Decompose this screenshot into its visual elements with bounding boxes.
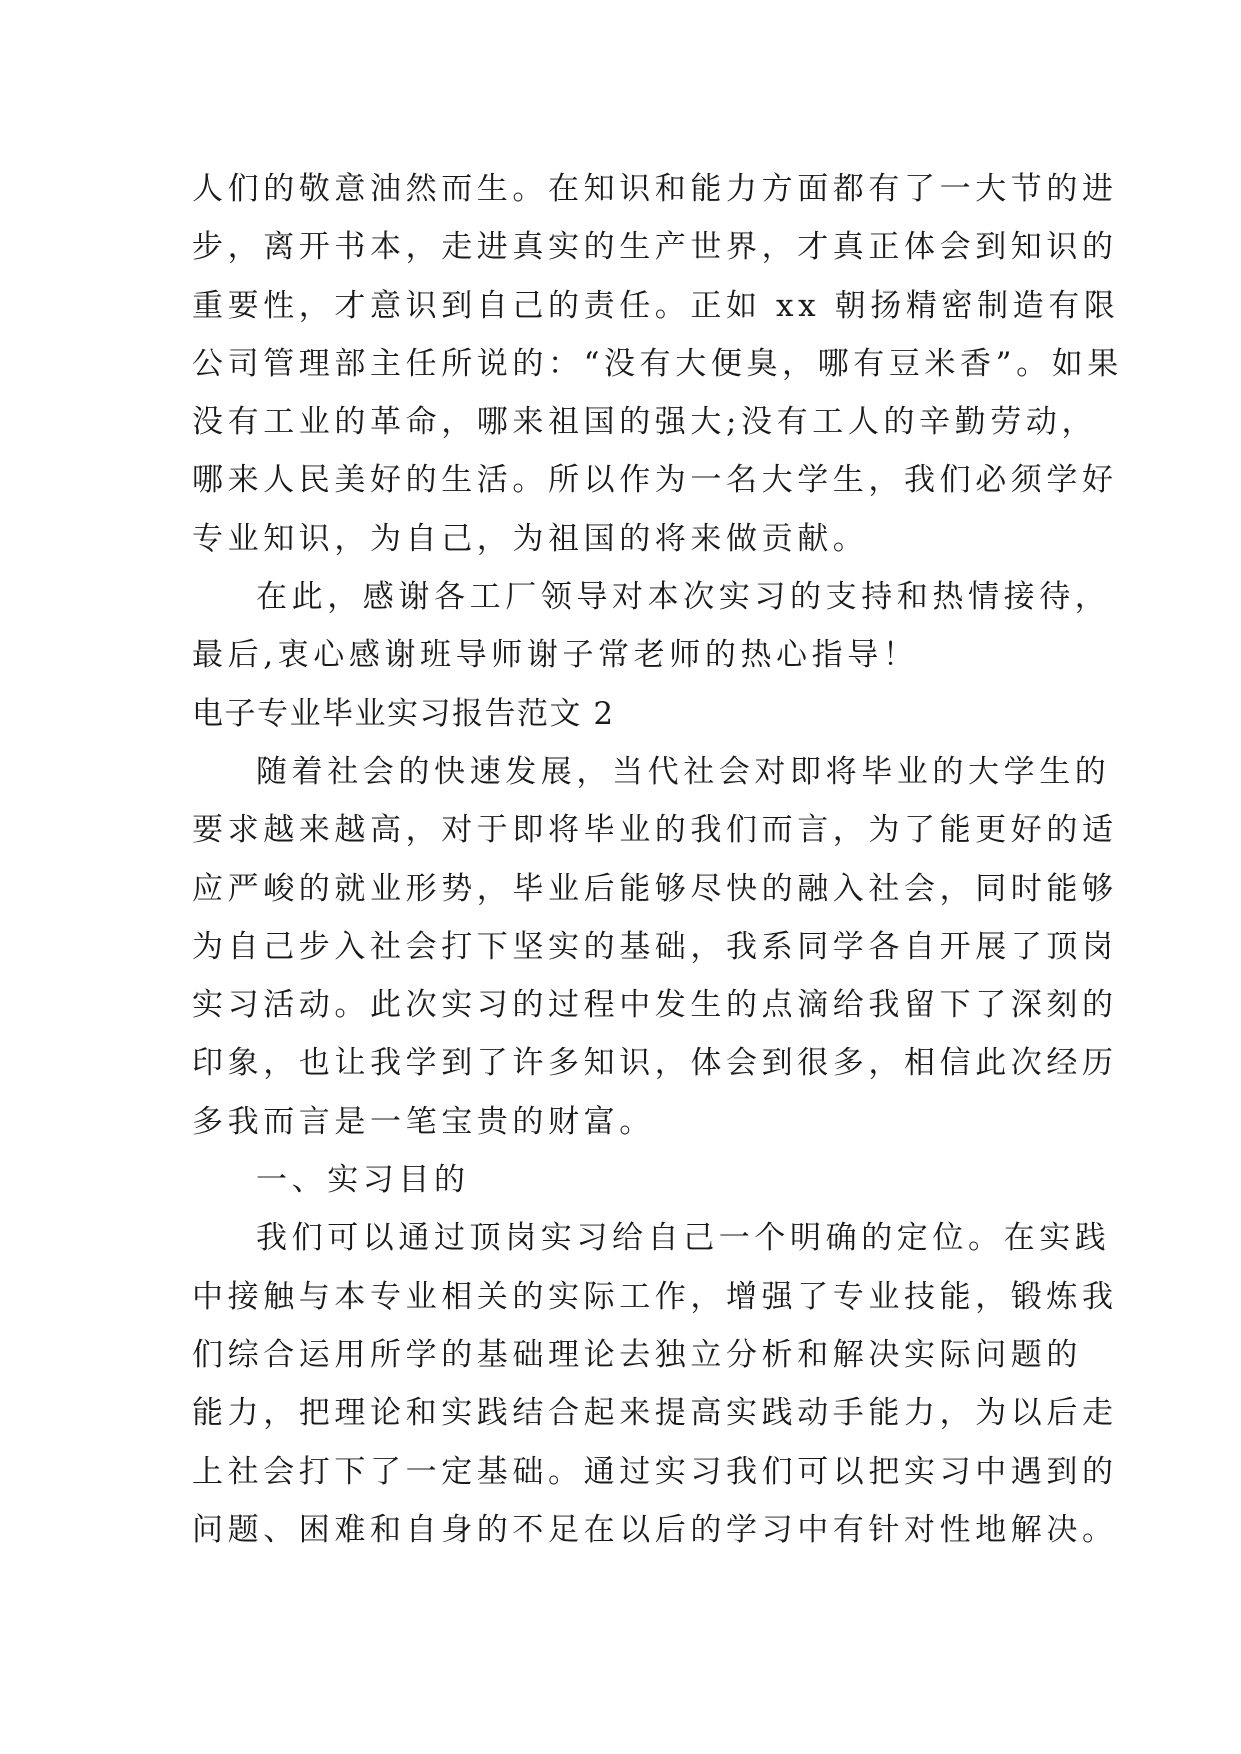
paragraph-start-line: 随着社会的快速发展，当代社会对即将毕业的大学生的: [256, 753, 1111, 790]
text-line: 为自己步入社会打下坚实的基础，我系同学各自开展了顶岗: [192, 928, 1118, 965]
body-text: [192, 160, 1123, 1559]
paragraph-start-line: 我们可以通过顶岗实习给自己一个明确的定位。在实践: [256, 1220, 1111, 1257]
text-line: 重要性，才意识到自己的责任。正如 xx 朝扬精密制造有限: [192, 287, 1120, 324]
text-line: 人们的敬意油然而生。在知识和能力方面都有了一大节的进: [192, 171, 1118, 207]
text-line: 哪来人民美好的生活。所以作为一名大学生，我们必须学好: [192, 462, 1118, 499]
text-line: 最后,衷心感谢班导师谢子常老师的热心指导！: [192, 637, 919, 674]
paragraph-start-line: 在此，感谢各工厂领导对本次实习的支持和热情接待，: [256, 579, 1111, 616]
text-line: 公司管理部主任所说的：“没有大便臭，哪有豆米香”。如果: [192, 345, 1123, 382]
text-line: 专业知识，为自己，为祖国的将来做贡献。: [192, 520, 869, 557]
subsection-heading: 一、实习目的: [256, 1162, 470, 1199]
text-line: 没有工业的革命，哪来祖国的强大;没有工人的辛勤劳动，: [192, 404, 1098, 441]
text-line: 要求越来越高，对于即将毕业的我们而言，为了能更好的适: [192, 812, 1118, 849]
text-line: 上社会打下了一定基础。通过实习我们可以把实习中遇到的: [192, 1453, 1118, 1490]
section-heading: 电子专业毕业实习报告范文 2: [192, 695, 615, 732]
text-line: 应严峻的就业形势，毕业后能够尽快的融入社会，同时能够: [192, 870, 1118, 907]
text-line: 印象，也让我学到了许多知识，体会到很多，相信此次经历: [192, 1045, 1118, 1082]
text-line: 中接触与本专业相关的实际工作，增强了专业技能，锻炼我: [192, 1278, 1118, 1315]
text-line: 能力，把理论和实践结合起来提高实践动手能力，为以后走: [192, 1395, 1118, 1432]
text-line: 们综合运用所学的基础理论去独立分析和解决实际问题的: [192, 1336, 1082, 1373]
text-line: 多我而言是一笔宝贵的财富。: [192, 1103, 655, 1140]
text-line: 步，离开书本，走进真实的生产世界，才真正体会到知识的: [192, 229, 1118, 266]
text-line: 实习活动。此次实习的过程中发生的点滴给我留下了深刻的: [192, 987, 1118, 1024]
text-line: 问题、困难和自身的不足在以后的学习中有针对性地解决。: [192, 1511, 1118, 1548]
